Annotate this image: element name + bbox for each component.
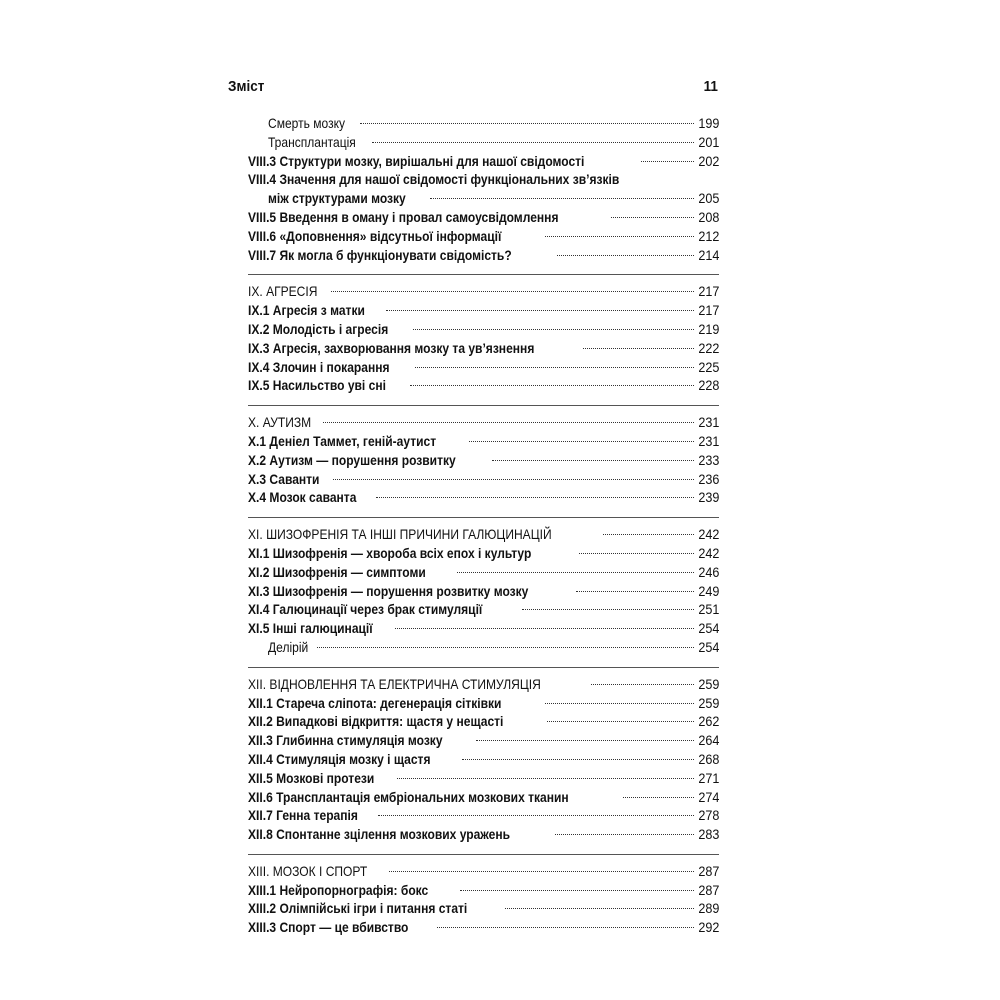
dot-leader [576,591,694,592]
dot-leader [547,721,694,722]
dot-leader [557,255,694,256]
toc-entry-text: XII. ВІДНОВЛЕННЯ ТА ЕЛЕКТРИЧНА СТИМУЛЯЦІЯ [248,675,541,692]
toc-entry-text: XII.8 Спонтанне зцілення мозкових уражень [248,826,511,843]
toc-page-number: 214 [697,246,719,263]
toc-page-number: 217 [697,302,719,319]
toc-page-number: 222 [697,339,719,356]
dot-leader [372,142,694,143]
toc-page-number: 292 [697,919,719,936]
toc-page-number: 239 [697,489,719,506]
toc-page-number: 205 [697,190,719,207]
dot-leader [462,759,693,760]
toc-page-number: 228 [697,377,719,394]
dot-leader [460,890,694,891]
toc-entry-text: XI.2 Шизофренія — симптоми [248,563,426,580]
toc-entry-text: IX.3 Агресія, захворювання мозку та ув’язнення [248,339,535,356]
dot-leader [360,123,694,124]
toc-section-entry[interactable] [228,451,719,470]
toc-entry-text: XII.3 Глибинна стимуляція мозку [248,732,443,749]
toc-page-number: 246 [697,563,719,580]
header-page-number: 11 [703,78,718,95]
toc-page-number: 278 [697,807,719,824]
toc-section-entry[interactable] [228,563,719,582]
dot-leader [583,348,694,349]
toc-section-entry[interactable] [228,750,719,769]
dot-leader [476,740,693,741]
table-of-contents [228,114,719,937]
toc-page-number: 236 [697,470,719,487]
toc-page-number: 283 [697,826,719,843]
chapter-divider [248,405,719,406]
toc-section-entry[interactable] [228,918,719,937]
toc-page-number: 254 [697,638,719,655]
toc-entry-text: Смерть мозку [268,115,346,131]
toc-page-number: 264 [697,732,719,749]
toc-entry-text: XII.4 Стимуляція мозку і щастя [248,750,431,767]
toc-entry-text: VIII.7 Як могла б функціонувати свідомість? [248,246,512,263]
dot-leader [641,161,693,162]
toc-section-entry[interactable] [228,152,719,171]
toc-section-entry[interactable] [228,600,719,619]
toc-section-entry[interactable] [228,470,719,489]
toc-section-entry[interactable] [228,619,719,638]
toc-subsection-entry[interactable] [228,133,719,152]
toc-page-number: 251 [697,601,719,618]
chapter-divider [248,667,719,668]
toc-section-entry[interactable] [228,694,719,713]
toc-page-number: 259 [697,694,719,711]
dot-leader [413,329,694,330]
toc-entry-text: VIII.5 Введення в оману і провал самоусвідомлення [248,208,559,225]
toc-page-number: 271 [697,769,719,786]
toc-chapter-entry[interactable] [228,282,719,301]
dot-leader [469,441,694,442]
toc-page-number: 219 [697,320,719,337]
dot-leader [505,908,694,909]
toc-entry-text: XIII. МОЗОК І СПОРТ [248,862,368,879]
toc-entry-text: VIII.3 Структури мозку, вирішальні для нашої свідомості [248,152,585,169]
dot-leader [603,534,694,535]
toc-section-entry[interactable] [228,806,719,825]
toc-section-entry[interactable] [228,170,719,189]
toc-section-entry[interactable] [228,544,719,563]
toc-section-entry[interactable] [228,339,719,358]
toc-page-number: 289 [697,900,719,917]
dot-leader [389,871,694,872]
toc-entry-text: IX. АГРЕСІЯ [248,283,318,300]
toc-entry-text: IX.5 Насильство уві сні [248,377,386,394]
toc-entry-text: XIII.1 Нейропорнографія: бокс [248,881,429,898]
toc-section-entry[interactable] [228,582,719,601]
toc-page-number: 208 [697,208,719,225]
dot-leader [492,460,694,461]
dot-leader [522,609,693,610]
dot-leader [376,497,694,498]
toc-section-entry[interactable] [228,208,719,227]
toc-page-number: 233 [697,451,719,468]
toc-page-number: 202 [697,152,719,169]
toc-section-entry-continued[interactable] [228,189,719,208]
toc-page-number: 212 [697,227,719,244]
toc-page-number: 231 [697,414,719,431]
running-header [228,78,718,100]
toc-section-entry[interactable] [228,432,719,451]
toc-subsection-entry[interactable] [228,638,719,657]
toc-section-entry[interactable] [228,825,719,844]
toc-entry-text: XIII.2 Олімпійські ігри і питання статі [248,900,468,917]
toc-section-entry[interactable] [228,246,719,265]
toc-entry-text: XII.1 Стареча сліпота: дегенерація сітківки [248,694,502,711]
toc-page-number: 225 [697,358,719,375]
dot-leader [611,217,694,218]
toc-section-entry[interactable] [228,731,719,750]
toc-entry-text: XI.5 Інші галюцинації [248,620,373,637]
toc-page-number: 274 [697,788,719,805]
toc-section-entry[interactable] [228,488,719,507]
toc-page-number: 268 [697,750,719,767]
toc-page-number: 199 [697,115,719,131]
chapter-divider [248,517,719,518]
dot-leader [331,291,694,292]
chapter-divider [248,274,719,275]
dot-leader [410,385,693,386]
toc-section-entry[interactable] [228,376,719,395]
dot-leader [545,703,694,704]
dot-leader [430,198,693,199]
dot-leader [623,797,694,798]
toc-entry-text: Делірій [268,638,309,655]
dot-leader [437,927,694,928]
header-title: Зміст [228,78,265,95]
toc-entry-text: VIII.6 «Доповнення» відсутньої інформації [248,227,502,244]
toc-section-entry[interactable] [228,769,719,788]
toc-section-entry[interactable] [228,881,719,900]
toc-page-number: 201 [697,133,719,150]
toc-section-entry[interactable] [228,301,719,320]
toc-page-number: 217 [697,283,719,300]
toc-entry-text: XI.3 Шизофренія — порушення розвитку мозку [248,582,529,599]
toc-page-number: 259 [697,675,719,692]
toc-chapter-entry[interactable] [228,525,719,544]
toc-entry-text: IX.2 Молодість і агресія [248,320,389,337]
toc-section-entry[interactable] [228,788,719,807]
toc-entry-text: XIII.3 Спорт — це вбивство [248,919,409,936]
toc-page-number: 287 [697,881,719,898]
toc-entry-text: XII.5 Мозкові протези [248,769,375,786]
toc-section-entry[interactable] [228,899,719,918]
dot-leader [395,628,694,629]
toc-page-number: 287 [697,862,719,879]
toc-section-entry[interactable] [228,320,719,339]
dot-leader [415,367,694,368]
toc-page-number: 262 [697,713,719,730]
toc-entry-text: IX.1 Агресія з матки [248,302,365,319]
toc-page-number: 231 [697,432,719,449]
toc-entry-text: XII.2 Випадкові відкриття: щастя у нещасті [248,713,504,730]
dot-leader [545,236,694,237]
toc-chapter-entry[interactable] [228,675,719,694]
toc-entry-text: Трансплантація [268,133,356,150]
toc-chapter-entry[interactable] [228,862,719,881]
toc-subsection-entry[interactable] [228,114,719,133]
dot-leader [333,479,694,480]
toc-section-entry[interactable] [228,358,719,377]
dot-leader [323,422,693,423]
toc-entry-text: X.2 Аутизм — порушення розвитку [248,451,456,468]
dot-leader [378,815,694,816]
toc-entry-text: XII.7 Генна терапія [248,807,358,824]
toc-section-entry[interactable] [228,227,719,246]
toc-entry-text: X.3 Саванти [248,470,320,487]
toc-entry-text: X.1 Деніел Таммет, геній-аутист [248,432,437,449]
toc-entry-text: X.4 Мозок саванта [248,489,357,506]
toc-page-number: 242 [697,544,719,561]
toc-chapter-entry[interactable] [228,413,719,432]
dot-leader [457,572,694,573]
toc-entry-text: XI. ШИЗОФРЕНІЯ ТА ІНШІ ПРИЧИНИ ГАЛЮЦИНАЦІЙ [248,526,552,543]
toc-entry-text: XI.1 Шизофренія — хвороба всіх епох і культур [248,544,532,561]
dot-leader [397,778,694,779]
toc-section-entry[interactable] [228,712,719,731]
toc-page-number: 242 [697,526,719,543]
chapter-divider [248,854,719,855]
dot-leader [555,834,694,835]
dot-leader [591,684,694,685]
toc-page-number: 249 [697,582,719,599]
toc-entry-text: IX.4 Злочин і покарання [248,358,390,375]
dot-leader [579,553,693,554]
toc-page-number: 254 [697,620,719,637]
toc-entry-text: VIII.4 Значення для нашої свідомості функціональних зв’язків [248,171,620,188]
toc-entry-text: X. АУТИЗМ [248,414,312,431]
dot-leader [317,647,694,648]
dot-leader [386,310,694,311]
toc-entry-text: між структурами мозку [268,190,406,207]
toc-entry-text: XI.4 Галюцинації через брак стимуляції [248,601,483,618]
toc-entry-text: XII.6 Трансплантація ембріональних мозкових тканин [248,788,569,805]
